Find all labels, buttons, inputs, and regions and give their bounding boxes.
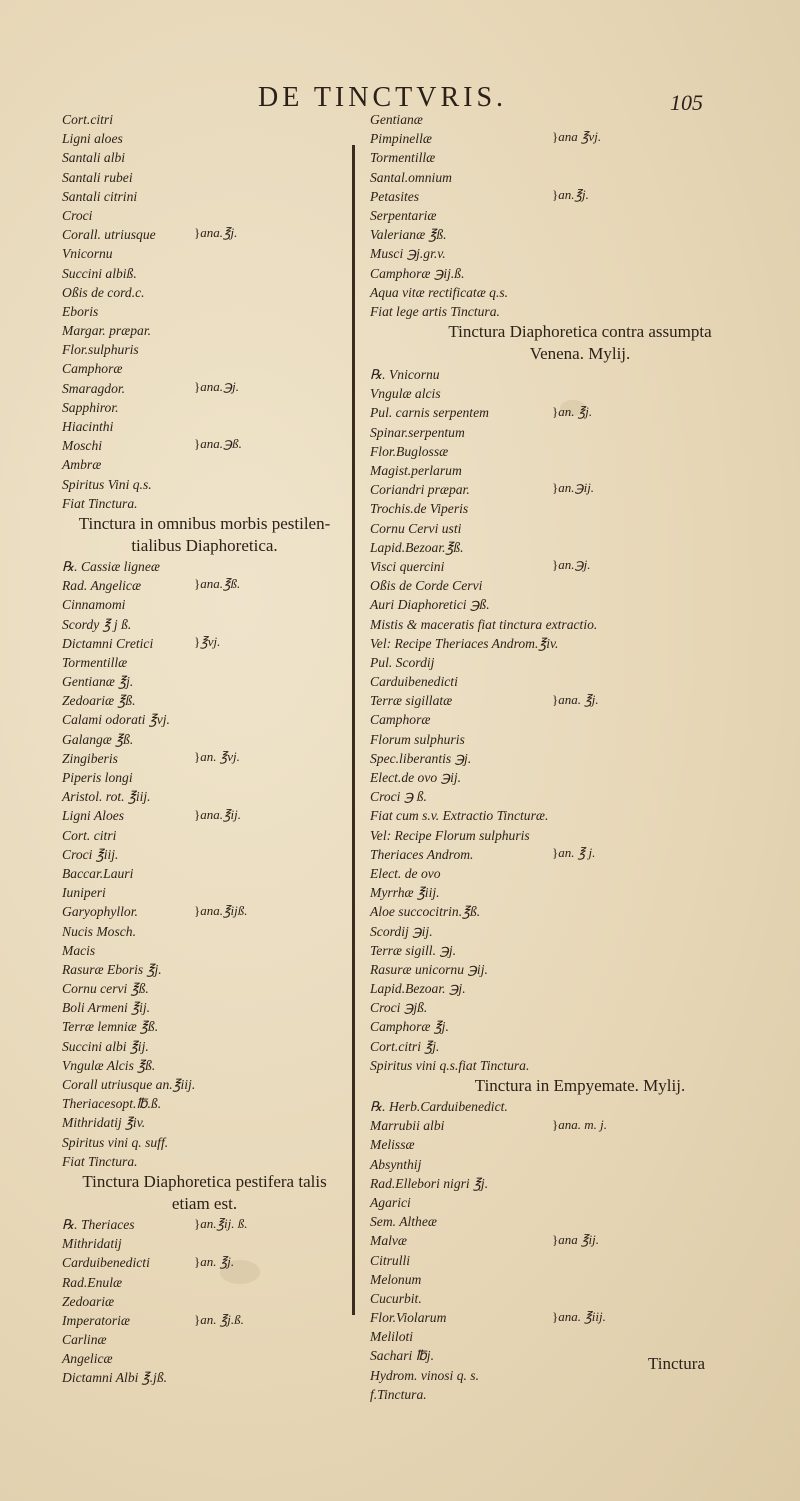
recipe-line: Citrulli <box>370 1252 411 1268</box>
recipe-line: Spec.liberantis ℈j. <box>370 750 472 766</box>
recipe-line: Hydrom. vinosi q. s. <box>370 1367 479 1383</box>
recipe-line: Eboris <box>62 303 99 319</box>
recipe-line: Gentianæ ℥j. <box>62 674 134 690</box>
recipe-line: Mithridatij <box>62 1236 122 1252</box>
recipe-line: f.Tinctura. <box>370 1386 427 1402</box>
recipe-line: Theriacesopt.℔.ß. <box>62 1096 162 1112</box>
column-divider <box>352 145 355 1315</box>
dosage-label: ana. m. j. <box>558 1116 607 1132</box>
dosage-label: ana.℈ß. <box>200 436 242 452</box>
section-heading: Tinctura in omnibus morbis pestilen- <box>78 513 331 533</box>
recipe-line: Dictamni Albi ℥.jß. <box>62 1370 168 1386</box>
recipe-line: Santali rubei <box>62 169 133 185</box>
recipe-line: ℞. Cassiæ ligneæ <box>62 558 160 574</box>
recipe-line: Cort.citri ℥j. <box>370 1038 440 1054</box>
recipe-line: Magist.perlarum <box>370 463 462 478</box>
recipe-line: Cornu Cervi usti <box>370 520 462 536</box>
dosage-brace: }ana.℈j. <box>194 378 239 394</box>
dosage-label: an. ℥vj. <box>200 749 240 765</box>
dosage-brace: }an. ℥j. <box>552 403 593 419</box>
recipe-line: Smaragdor. <box>62 380 126 396</box>
dosage-label: ana.℥ij. <box>200 806 241 822</box>
recipe-line: Santali citrini <box>62 188 138 204</box>
recipe-line: ℞. Vnicornu <box>370 367 440 383</box>
recipe-line: Fiat Tinctura. <box>62 495 138 511</box>
recipe-line: Flor.Violarum <box>370 1310 447 1326</box>
recipe-line: Scordy ℥ j ß. <box>62 616 132 632</box>
recipe-line: Theriaces Androm. <box>370 846 474 862</box>
dosage-label: ana.℥j. <box>200 225 238 241</box>
dosage-brace: }ana.℥ß. <box>194 576 241 592</box>
recipe-line: Ambræ <box>62 457 102 473</box>
recipe-line: Croci ℥iij. <box>62 846 119 862</box>
recipe-line: Melissæ <box>370 1137 415 1153</box>
recipe-line: Elect.de ovo ℈ij. <box>370 770 462 785</box>
recipe-line: Boli Armeni ℥ij. <box>62 1000 151 1016</box>
recipe-line: Sachari ℔j. <box>370 1348 434 1364</box>
recipe-line: Carduibenedicti <box>370 674 458 690</box>
left-column <box>62 110 347 1388</box>
recipe-line: ℞. Herb.Carduibenedict. <box>370 1099 508 1114</box>
recipe-line: Rad.Ellebori nigri ℥j. <box>370 1175 489 1191</box>
recipe-line: Cort.citri <box>62 112 113 127</box>
recipe-line: Lapid.Bezoar.℥ß. <box>370 539 464 555</box>
recipe-line: Aqua vitæ rectificatæ q.s. <box>370 284 509 300</box>
dosage-brace: }ana ℥vj. <box>552 129 602 145</box>
recipe-line: Corall. utriusque <box>62 227 156 243</box>
recipe-line: Croci ℈ ß. <box>370 789 427 805</box>
dosage-brace: }ana.℥ij. <box>194 806 241 822</box>
recipe-line: Serpentariæ <box>370 207 437 223</box>
recipe-line: Trochis.de Viperis <box>370 501 469 517</box>
dosage-brace: }ana.℥j. <box>194 225 238 241</box>
dosage-label: an. ℥j.ß. <box>200 1311 244 1327</box>
dosage-brace: }an.℥ij. ß. <box>194 1215 248 1231</box>
recipe-line: Florum sulphuris <box>370 731 465 747</box>
recipe-line: Fiat cum s.v. Extractio Tincturæ. <box>370 808 549 824</box>
catchword: Tinctura <box>648 1354 705 1373</box>
recipe-line: Aloe succocitrin.℥ß. <box>370 904 481 920</box>
recipe-line: Absynthij <box>370 1156 422 1172</box>
recipe-line: Sem. Altheæ <box>370 1214 437 1230</box>
recipe-line: Iuniperi <box>62 885 106 901</box>
recipe-line: ℞. Theriaces <box>62 1216 135 1232</box>
recipe-line: Santali albi <box>62 150 126 166</box>
recipe-line: Angelicæ <box>62 1351 113 1367</box>
recipe-line: Piperis longi <box>62 770 133 785</box>
recipe-line: Vel: Recipe Florum sulphuris <box>370 827 530 843</box>
dosage-brace: }an.℥j. <box>552 186 589 202</box>
dosage-label: an. ℥ j. <box>558 845 596 861</box>
recipe-line: Terræ sigill. ℈j. <box>370 942 457 958</box>
recipe-line: Croci <box>62 207 93 223</box>
section-heading: Tinctura Diaphoretica pestifera talis <box>82 1171 327 1191</box>
recipe-line: Cucurbit. <box>370 1290 422 1306</box>
recipe-line: Valerianæ ℥ß. <box>370 227 447 243</box>
recipe-line: Rasuræ Eboris ℥j. <box>62 961 162 977</box>
dosage-label: ana ℥vj. <box>558 129 602 145</box>
page-number: 105 <box>670 90 703 115</box>
recipe-line: Terræ sigillatæ <box>370 693 453 709</box>
recipe-line: Cort. citri <box>62 827 117 843</box>
recipe-line: Succini albi ℥ij. <box>62 1038 149 1054</box>
recipe-line: Cinnamomi <box>62 597 126 613</box>
recipe-line: Nucis Mosch. <box>62 923 137 939</box>
dosage-label: ℥vj. <box>200 634 221 649</box>
recipe-line: Zedoariæ <box>62 1293 115 1309</box>
dosage-label: an. ℥j. <box>558 403 593 419</box>
recipe-line: Meliloti <box>370 1329 414 1345</box>
recipe-line: Santal.omnium <box>370 169 452 185</box>
dosage-brace: }ana.℈ß. <box>194 436 242 452</box>
recipe-line: Baccar.Lauri <box>62 865 134 881</box>
recipe-line: Ligni aloes <box>62 131 123 147</box>
section-heading: etiam est. <box>171 1193 238 1213</box>
recipe-line: Calami odorati ℥vj. <box>62 712 170 728</box>
recipe-line: Macis <box>62 942 96 958</box>
recipe-line: Rasuræ unicornu ℈ij. <box>370 961 488 977</box>
recipe-line: Galangæ ℥ß. <box>62 731 134 747</box>
recipe-line: Vnicornu <box>62 246 113 262</box>
recipe-line: Myrrhæ ℥iij. <box>370 885 440 901</box>
recipe-line: Terræ lemniæ ℥ß. <box>62 1019 159 1035</box>
recipe-line: Flor.Buglossæ <box>370 443 449 459</box>
recipe-line: Spiritus Vini q.s. <box>62 476 152 492</box>
recipe-line: Coriandri præpar. <box>370 482 470 498</box>
recipe-line: Fiat Tinctura. <box>62 1153 138 1169</box>
recipe-line: Croci ℈jß. <box>370 1000 428 1016</box>
recipe-line: Spiritus vini q.s.fiat Tinctura. <box>370 1057 530 1073</box>
dosage-label: an.℈ij. <box>558 480 595 496</box>
dosage-label: an.℥j. <box>558 186 589 202</box>
recipe-line: Succini albiß. <box>62 265 137 281</box>
recipe-line: Garyophyllor. <box>62 904 138 920</box>
recipe-line: Agarici <box>370 1194 411 1210</box>
dosage-label: ana.℥ijß. <box>200 902 248 918</box>
recipe-line: Rad.Enulæ <box>62 1274 123 1290</box>
section-heading: Tinctura in Empyemate. Mylij. <box>474 1076 686 1095</box>
dosage-brace: }ana. m. j. <box>552 1116 607 1132</box>
recipe-line: Oßis de Corde Cervi <box>370 578 483 594</box>
recipe-line: Gentianæ <box>370 112 423 127</box>
recipe-line: Vngulæ Alcis ℥ß. <box>62 1057 156 1073</box>
recipe-line: Moschi <box>62 438 103 454</box>
recipe-line: Spinar.serpentum <box>370 424 465 440</box>
dosage-brace: }an. ℥j. <box>194 1254 235 1269</box>
dosage-brace: }an.℈j. <box>552 557 591 573</box>
recipe-line: Petasites <box>370 188 420 204</box>
dosage-label: ana. ℥iij. <box>558 1308 606 1324</box>
recipe-line: Scordij ℈ij. <box>370 923 433 939</box>
recipe-line: Vel: Recipe Theriaces Androm.℥iv. <box>370 635 559 651</box>
recipe-line: Dictamni Cretici <box>62 635 154 651</box>
recipe-line: Camphoræ ℥j. <box>370 1019 449 1035</box>
recipe-line: Rad. Angelicæ <box>62 578 142 594</box>
dosage-brace: }ana.℥ijß. <box>194 902 248 918</box>
recipe-line: Zingiberis <box>62 750 118 766</box>
recipe-line: Carlinæ <box>62 1332 107 1348</box>
recipe-line: Tormentillæ <box>370 150 436 166</box>
recipe-line: Margar. præpar. <box>62 323 152 339</box>
recipe-line: Musci ℈j.gr.v. <box>370 246 446 262</box>
dosage-label: ana ℥ij. <box>558 1232 599 1247</box>
recipe-line: Spiritus vini q. suff. <box>62 1134 169 1150</box>
recipe-line: Pimpinellæ <box>370 131 432 147</box>
dosage-label: an.℥ij. ß. <box>200 1215 248 1231</box>
right-column <box>370 110 790 1404</box>
recipe-line: Aristol. rot. ℥iij. <box>62 789 151 805</box>
section-heading: Tinctura Diaphoretica contra assumpta <box>448 322 712 342</box>
dosage-brace: }ana ℥ij. <box>552 1232 599 1247</box>
dosage-brace: }an. ℥j.ß. <box>194 1311 244 1327</box>
recipe-line: Carduibenedicti <box>62 1255 150 1271</box>
dosage-label: an.℈j. <box>558 557 591 573</box>
recipe-line: Camphoræ ℈ij.ß. <box>370 265 465 281</box>
recipe-line: Sapphiror. <box>62 399 119 415</box>
recipe-line: Lapid.Bezoar. ℈j. <box>370 981 466 997</box>
dosage-brace: }ana. ℥j. <box>552 691 599 707</box>
recipe-line: Zedoariæ ℥ß. <box>62 693 136 709</box>
section-heading: Venena. Mylij. <box>529 344 631 364</box>
recipe-line: Pul. Scordij <box>370 654 435 670</box>
recipe-line: Visci quercini <box>370 558 445 574</box>
recipe-line: Auri Diaphoretici ℈ß. <box>370 597 490 613</box>
running-title: DE TINCTVRIS. <box>258 82 508 113</box>
recipe-line: Cornu cervi ℥ß. <box>62 981 149 997</box>
recipe-line: Mithridatij ℥iv. <box>62 1115 146 1131</box>
recipe-line: Camphoræ <box>62 361 123 377</box>
recipe-line: Mistis & maceratis fiat tinctura extractio. <box>370 616 598 632</box>
recipe-line: Melonum <box>370 1271 422 1287</box>
recipe-line: Hiacinthi <box>62 419 114 434</box>
dosage-brace: }an. ℥ j. <box>552 845 596 861</box>
recipe-line: Oßis de cord.c. <box>62 284 145 300</box>
recipe-line: Ligni Aloes <box>62 808 125 824</box>
recipe-line: Imperatoriæ <box>62 1312 130 1328</box>
dosage-label: an. ℥j. <box>200 1254 235 1269</box>
recipe-line: Corall utriusque an.℥iij. <box>62 1077 196 1092</box>
recipe-line: Vngulæ alcis <box>370 386 441 402</box>
recipe-line: Camphoræ <box>370 712 431 728</box>
dosage-label: ana.℥ß. <box>200 576 241 592</box>
dosage-brace: }an.℈ij. <box>552 480 595 496</box>
section-heading: tialibus Diaphoretica. <box>131 535 278 555</box>
dosage-brace: }℥vj. <box>194 634 221 649</box>
dosage-label: ana. ℥j. <box>558 691 599 707</box>
recipe-line: Elect. de ovo <box>370 865 441 881</box>
recipe-line: Tormentillæ <box>62 654 128 670</box>
recipe-line: Malvæ <box>370 1233 407 1249</box>
dosage-brace: }an. ℥vj. <box>194 749 240 765</box>
recipe-line: Pul. carnis serpentem <box>370 405 489 421</box>
dosage-brace: }ana. ℥iij. <box>552 1308 606 1324</box>
recipe-line: Flor.sulphuris <box>62 342 139 358</box>
recipe-line: Fiat lege artis Tinctura. <box>370 303 500 319</box>
dosage-label: ana.℈j. <box>200 378 239 394</box>
recipe-line: Marrubii albi <box>370 1118 445 1134</box>
